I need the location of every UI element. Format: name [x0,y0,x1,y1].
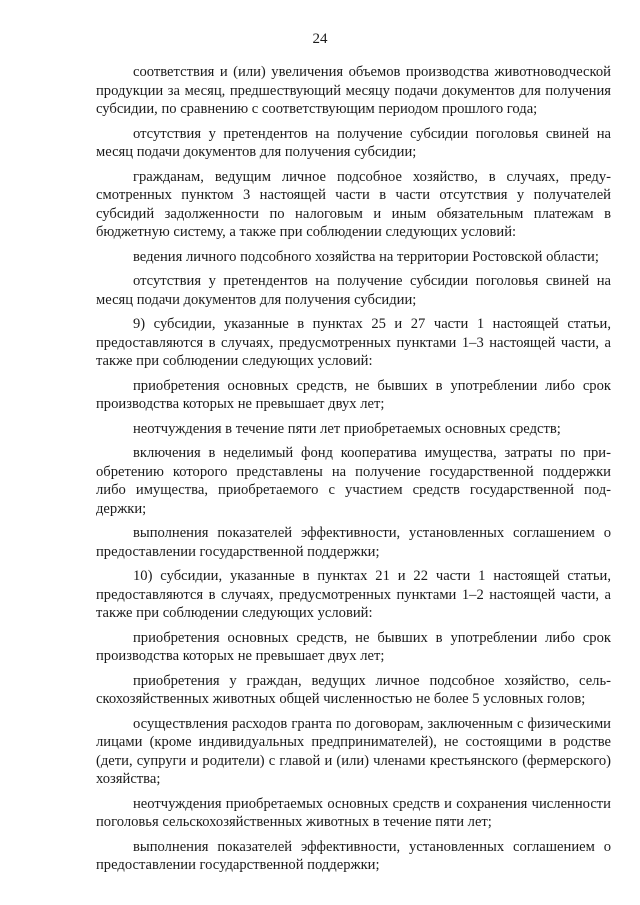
paragraph: 10) субсидии, указанные в пунктах 21 и 22 части 1 настоящей статьи, предоставляются в случаях, предусмотренных пунктами 1–2 настоящей части, а также при соблюдении следующих условий: [96,568,611,621]
paragraph: отсутствия у претендентов на получение субсидии поголовья свиней на месяц подачи документов для получения субсидии; [96,273,611,308]
page-number: 24 [312,31,328,47]
paragraph: осуществления расходов гранта по договорам, заключенным с физическими лицами (кроме индивидуальных предпринимателей), не состоящими в родстве (дети, супруги и родители) с главой и (или) членами крестьянского (фермерского) хозяйства; [96,715,611,787]
paragraph: выполнения показателей эффективности, установленных соглашением о предоставлении государственной поддержки; [96,838,611,873]
body-text [96,63,611,881]
paragraph: неотчуждения в течение пяти лет приобретаемых основных средств; [133,420,561,437]
paragraph: приобретения основных средств, не бывших в употреблении либо срок производства которых не превышает двух лет; [96,629,611,664]
paragraph: отсутствия у претендентов на получение субсидии поголовья свиней на месяц подачи документов для получения субсидии; [96,125,611,160]
paragraph: приобретения основных средств, не бывших в употреблении либо срок производства которых не превышает двух лет; [96,377,611,412]
paragraph: ведения личного подсобного хозяйства на территории Ростовской области; [133,248,599,265]
paragraph: приобретения у граждан, ведущих личное подсобное хозяйство, сельскохозяйственных животных общей численностью не более 5 условных голов; [96,672,611,707]
paragraph: 9) субсидии, указанные в пунктах 25 и 27 части 1 настоящей статьи, предоставляются в случаях, предусмотренных пунктами 1–3 настоящей части, а также при соблюдении следующих условий: [96,316,611,369]
paragraph: соответствия и (или) увеличения объемов производства животноводческой продукции за месяц, предшествующий месяцу подачи документов для получения субсидии, по сравнению с соответствующим периодом прошлого года; [96,64,611,117]
paragraph: включения в неделимый фонд кооператива имущества, затраты по приобретению которого представлены на получение государственной поддержки либо имущества, приобретаемого с участием средств государственной поддержки; [96,445,611,517]
paragraph: неотчуждения приобретаемых основных средств и сохранения численности поголовья сельскохозяйственных животных в течение пяти лет; [96,795,611,830]
paragraph: гражданам, ведущим личное подсобное хозяйство, в случаях, предусмотренных пунктом 3 настоящей части в части отсутствия у получателей субсидий задолженности по налоговым и иным обязательным платежам в бюджетную систему, а также при соблюдении следующих условий: [96,168,611,240]
paragraph: выполнения показателей эффективности, установленных соглашением о предоставлении государственной поддержки; [96,525,611,560]
